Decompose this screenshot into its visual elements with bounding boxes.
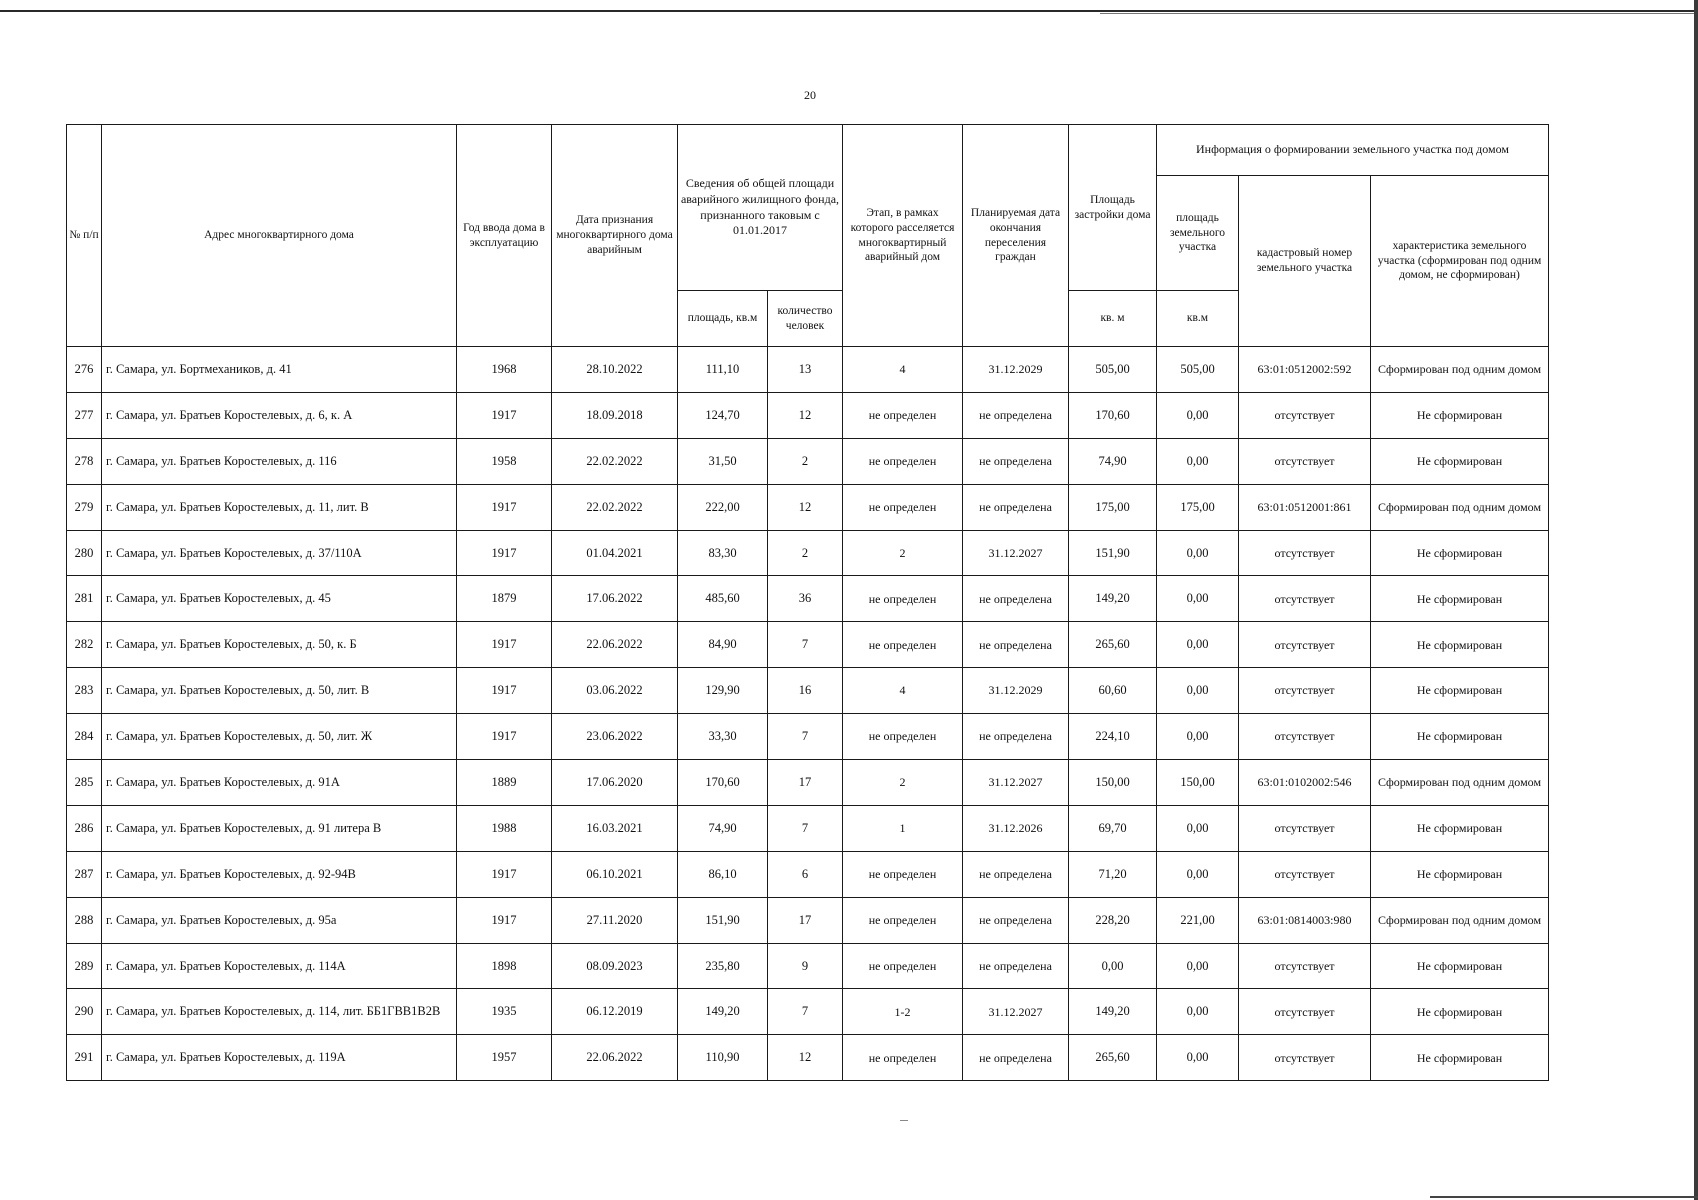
cell-land-area: 150,00 (1157, 760, 1239, 806)
cell-num: 284 (67, 714, 102, 760)
cell-address: г. Самара, ул. Братьев Коростелевых, д. 92-94В (102, 851, 457, 897)
cell-address: г. Самара, ул. Братьев Коростелевых, д. 37/110А (102, 530, 457, 576)
cell-num: 291 (67, 1035, 102, 1081)
cell-num: 278 (67, 438, 102, 484)
cell-stage: не определен (843, 897, 963, 943)
cell-people: 13 (768, 347, 843, 393)
cell-building-area: 265,60 (1069, 622, 1157, 668)
cell-stage: 2 (843, 530, 963, 576)
cell-planned: не определена (963, 484, 1069, 530)
header-num: № п/п (67, 125, 102, 347)
cell-address: г. Самара, ул. Братьев Коростелевых, д. 50, к. Б (102, 622, 457, 668)
cell-land-area: 0,00 (1157, 622, 1239, 668)
cell-building-area: 69,70 (1069, 805, 1157, 851)
cell-people: 12 (768, 392, 843, 438)
cell-stage: не определен (843, 1035, 963, 1081)
cell-area: 33,30 (678, 714, 768, 760)
cell-people: 6 (768, 851, 843, 897)
cell-area: 222,00 (678, 484, 768, 530)
header-land-area: площадь земельного участка (1157, 176, 1239, 291)
table-row (67, 805, 1549, 851)
cell-people: 16 (768, 668, 843, 714)
scan-right-edge (1694, 0, 1698, 1200)
cell-area: 129,90 (678, 668, 768, 714)
cell-planned: 31.12.2029 (963, 347, 1069, 393)
cell-cadastral: отсутствует (1239, 576, 1371, 622)
scan-top-border (0, 10, 1698, 12)
page-number: 20 (804, 88, 816, 102)
cell-planned: не определена (963, 622, 1069, 668)
cell-characteristic: Не сформирован (1371, 530, 1549, 576)
cell-stage: не определен (843, 484, 963, 530)
cell-year: 1917 (457, 484, 552, 530)
cell-stage: не определен (843, 438, 963, 484)
cell-stage: не определен (843, 943, 963, 989)
cell-people: 17 (768, 760, 843, 806)
cell-people: 7 (768, 714, 843, 760)
cell-people: 7 (768, 622, 843, 668)
header-year: Год ввода дома в эксплуатацию (457, 125, 552, 347)
table-row (67, 989, 1549, 1035)
cell-land-area: 0,00 (1157, 989, 1239, 1035)
cell-year: 1879 (457, 576, 552, 622)
cell-num: 289 (67, 943, 102, 989)
cell-area: 31,50 (678, 438, 768, 484)
cell-address: г. Самара, ул. Братьев Коростелевых, д. 91 литера В (102, 805, 457, 851)
cell-land-area: 175,00 (1157, 484, 1239, 530)
cell-num: 279 (67, 484, 102, 530)
cell-people: 2 (768, 530, 843, 576)
cell-area: 83,30 (678, 530, 768, 576)
cell-planned: не определена (963, 943, 1069, 989)
cell-num: 282 (67, 622, 102, 668)
scan-top-border-shadow (1100, 13, 1698, 14)
cell-planned: не определена (963, 576, 1069, 622)
cell-building-area: 149,20 (1069, 576, 1157, 622)
cell-area: 235,80 (678, 943, 768, 989)
cell-people: 12 (768, 484, 843, 530)
cell-land-area: 0,00 (1157, 576, 1239, 622)
cell-address: г. Самара, ул. Братьев Коростелевых, д. 95а (102, 897, 457, 943)
cell-characteristic: Сформирован под одним домом (1371, 347, 1549, 393)
cell-cadastral: отсутствует (1239, 622, 1371, 668)
table-row (67, 897, 1549, 943)
cell-date: 22.02.2022 (552, 438, 678, 484)
cell-stage: 4 (843, 668, 963, 714)
table-row (67, 347, 1549, 393)
cell-num: 287 (67, 851, 102, 897)
cell-characteristic: Не сформирован (1371, 851, 1549, 897)
cell-year: 1988 (457, 805, 552, 851)
table-row (67, 392, 1549, 438)
cell-date: 22.06.2022 (552, 1035, 678, 1081)
cell-planned: не определена (963, 438, 1069, 484)
header-address: Адрес многоквартирного дома (102, 125, 457, 347)
table-row (67, 714, 1549, 760)
cell-building-area: 505,00 (1069, 347, 1157, 393)
header-cadastral: кадастровый номер земельного участка (1239, 176, 1371, 347)
header-planned-date: Планируемая дата окончания переселения граждан (963, 125, 1069, 347)
cell-characteristic: Не сформирован (1371, 622, 1549, 668)
cell-cadastral: 63:01:0102002:546 (1239, 760, 1371, 806)
cell-date: 27.11.2020 (552, 897, 678, 943)
cell-date: 22.06.2022 (552, 622, 678, 668)
cell-year: 1917 (457, 897, 552, 943)
cell-num: 281 (67, 576, 102, 622)
table-row (67, 943, 1549, 989)
cell-planned: не определена (963, 714, 1069, 760)
header-area-group: Сведения об общей площади аварийного жилищного фонда, признанного таковым с 01.01.2017 (678, 125, 843, 291)
cell-area: 149,20 (678, 989, 768, 1035)
cell-building-area: 150,00 (1069, 760, 1157, 806)
cell-date: 17.06.2020 (552, 760, 678, 806)
header-land-area-unit: кв.м (1157, 291, 1239, 347)
cell-stage: 4 (843, 347, 963, 393)
cell-area: 110,90 (678, 1035, 768, 1081)
table-row (67, 530, 1549, 576)
cell-year: 1958 (457, 438, 552, 484)
cell-cadastral: 63:01:0512001:861 (1239, 484, 1371, 530)
cell-date: 23.06.2022 (552, 714, 678, 760)
cell-characteristic: Не сформирован (1371, 668, 1549, 714)
cell-year: 1957 (457, 1035, 552, 1081)
cell-year: 1917 (457, 622, 552, 668)
cell-building-area: 71,20 (1069, 851, 1157, 897)
cell-area: 151,90 (678, 897, 768, 943)
cell-address: г. Самара, ул. Братьев Коростелевых, д. 50, лит. В (102, 668, 457, 714)
cell-stage: не определен (843, 622, 963, 668)
cell-characteristic: Не сформирован (1371, 805, 1549, 851)
cell-num: 285 (67, 760, 102, 806)
cell-stage: не определен (843, 714, 963, 760)
cell-people: 7 (768, 989, 843, 1035)
cell-num: 276 (67, 347, 102, 393)
cell-area: 170,60 (678, 760, 768, 806)
header-stage: Этап, в рамках которого расселяется многоквартирный аварийный дом (843, 125, 963, 347)
cell-area: 84,90 (678, 622, 768, 668)
scan-speck (900, 1120, 908, 1121)
cell-land-area: 0,00 (1157, 805, 1239, 851)
cell-address: г. Самара, ул. Братьев Коростелевых, д. 6, к. А (102, 392, 457, 438)
cell-year: 1935 (457, 989, 552, 1035)
cell-stage: не определен (843, 576, 963, 622)
cell-people: 9 (768, 943, 843, 989)
cell-num: 286 (67, 805, 102, 851)
cell-stage: 1 (843, 805, 963, 851)
cell-cadastral: отсутствует (1239, 989, 1371, 1035)
cell-cadastral: 63:01:0512002:592 (1239, 347, 1371, 393)
cell-num: 290 (67, 989, 102, 1035)
cell-building-area: 0,00 (1069, 943, 1157, 989)
cell-characteristic: Не сформирован (1371, 438, 1549, 484)
cell-stage: не определен (843, 392, 963, 438)
cell-people: 7 (768, 805, 843, 851)
cell-num: 280 (67, 530, 102, 576)
cell-building-area: 149,20 (1069, 989, 1157, 1035)
cell-year: 1917 (457, 851, 552, 897)
cell-address: г. Самара, ул. Братьев Коростелевых, д. 11, лит. В (102, 484, 457, 530)
cell-num: 283 (67, 668, 102, 714)
cell-year: 1917 (457, 668, 552, 714)
cell-area: 485,60 (678, 576, 768, 622)
header-characteristic: характеристика земельного участка (сформирован под одним домом, не сформирован) (1371, 176, 1549, 347)
cell-area: 74,90 (678, 805, 768, 851)
cell-planned: 31.12.2026 (963, 805, 1069, 851)
table-row (67, 622, 1549, 668)
cell-land-area: 0,00 (1157, 851, 1239, 897)
cell-people: 12 (768, 1035, 843, 1081)
cell-date: 28.10.2022 (552, 347, 678, 393)
cell-cadastral: отсутствует (1239, 392, 1371, 438)
cell-year: 1917 (457, 530, 552, 576)
cell-address: г. Самара, ул. Братьев Коростелевых, д. 45 (102, 576, 457, 622)
cell-num: 277 (67, 392, 102, 438)
cell-address: г. Самара, ул. Братьев Коростелевых, д. 114, лит. ББ1ГВВ1В2В (102, 989, 457, 1035)
cell-characteristic: Не сформирован (1371, 1035, 1549, 1081)
cell-building-area: 170,60 (1069, 392, 1157, 438)
cell-building-area: 228,20 (1069, 897, 1157, 943)
scan-bottom-edge (1430, 1196, 1698, 1198)
cell-land-area: 0,00 (1157, 714, 1239, 760)
cell-cadastral: отсутствует (1239, 668, 1371, 714)
cell-building-area: 175,00 (1069, 484, 1157, 530)
cell-building-area: 74,90 (1069, 438, 1157, 484)
cell-planned: 31.12.2027 (963, 530, 1069, 576)
table-row (67, 668, 1549, 714)
cell-planned: 31.12.2027 (963, 760, 1069, 806)
table-row (67, 851, 1549, 897)
cell-people: 36 (768, 576, 843, 622)
cell-cadastral: отсутствует (1239, 714, 1371, 760)
cell-characteristic: Не сформирован (1371, 714, 1549, 760)
cell-land-area: 0,00 (1157, 1035, 1239, 1081)
table-row (67, 760, 1549, 806)
cell-cadastral: отсутствует (1239, 851, 1371, 897)
cell-characteristic: Не сформирован (1371, 943, 1549, 989)
cell-area: 111,10 (678, 347, 768, 393)
cell-date: 08.09.2023 (552, 943, 678, 989)
cell-address: г. Самара, ул. Бортмехаников, д. 41 (102, 347, 457, 393)
cell-planned: не определена (963, 897, 1069, 943)
cell-address: г. Самара, ул. Братьев Коростелевых, д. 114А (102, 943, 457, 989)
table-row (67, 484, 1549, 530)
cell-date: 06.10.2021 (552, 851, 678, 897)
cell-date: 22.02.2022 (552, 484, 678, 530)
cell-characteristic: Не сформирован (1371, 576, 1549, 622)
cell-planned: 31.12.2027 (963, 989, 1069, 1035)
emergency-housing-table (66, 124, 1549, 1081)
table-row (67, 576, 1549, 622)
cell-address: г. Самара, ул. Братьев Коростелевых, д. 116 (102, 438, 457, 484)
header-area-sqm: площадь, кв.м (678, 291, 768, 347)
cell-planned: не определена (963, 851, 1069, 897)
cell-address: г. Самара, ул. Братьев Коростелевых, д. 91А (102, 760, 457, 806)
cell-characteristic: Не сформирован (1371, 989, 1549, 1035)
cell-planned: 31.12.2029 (963, 668, 1069, 714)
cell-characteristic: Сформирован под одним домом (1371, 484, 1549, 530)
cell-stage: 2 (843, 760, 963, 806)
cell-date: 16.03.2021 (552, 805, 678, 851)
cell-people: 17 (768, 897, 843, 943)
header-land-group: Информация о формировании земельного участка под домом (1157, 125, 1549, 176)
table-row (67, 1035, 1549, 1081)
cell-land-area: 0,00 (1157, 530, 1239, 576)
cell-year: 1968 (457, 347, 552, 393)
cell-land-area: 0,00 (1157, 438, 1239, 484)
cell-characteristic: Не сформирован (1371, 392, 1549, 438)
cell-year: 1889 (457, 760, 552, 806)
cell-building-area: 265,60 (1069, 1035, 1157, 1081)
cell-date: 17.06.2022 (552, 576, 678, 622)
cell-building-area: 151,90 (1069, 530, 1157, 576)
cell-land-area: 221,00 (1157, 897, 1239, 943)
cell-people: 2 (768, 438, 843, 484)
cell-land-area: 0,00 (1157, 668, 1239, 714)
cell-cadastral: отсутствует (1239, 805, 1371, 851)
cell-land-area: 505,00 (1157, 347, 1239, 393)
cell-year: 1917 (457, 392, 552, 438)
cell-area: 124,70 (678, 392, 768, 438)
cell-cadastral: отсутствует (1239, 530, 1371, 576)
table-body (67, 347, 1549, 1081)
cell-land-area: 0,00 (1157, 943, 1239, 989)
cell-stage: не определен (843, 851, 963, 897)
cell-planned: не определена (963, 392, 1069, 438)
cell-date: 18.09.2018 (552, 392, 678, 438)
cell-year: 1898 (457, 943, 552, 989)
cell-address: г. Самара, ул. Братьев Коростелевых, д. 50, лит. Ж (102, 714, 457, 760)
cell-date: 06.12.2019 (552, 989, 678, 1035)
cell-characteristic: Сформирован под одним домом (1371, 897, 1549, 943)
cell-area: 86,10 (678, 851, 768, 897)
cell-year: 1917 (457, 714, 552, 760)
cell-cadastral: 63:01:0814003:980 (1239, 897, 1371, 943)
cell-address: г. Самара, ул. Братьев Коростелевых, д. 119А (102, 1035, 457, 1081)
header-building-area-unit: кв. м (1069, 291, 1157, 347)
cell-stage: 1-2 (843, 989, 963, 1035)
cell-cadastral: отсутствует (1239, 943, 1371, 989)
cell-date: 03.06.2022 (552, 668, 678, 714)
header-date-recognized: Дата признания многоквартирного дома аварийным (552, 125, 678, 347)
cell-building-area: 60,60 (1069, 668, 1157, 714)
cell-date: 01.04.2021 (552, 530, 678, 576)
header-people-count: количество человек (768, 291, 843, 347)
cell-cadastral: отсутствует (1239, 1035, 1371, 1081)
cell-num: 288 (67, 897, 102, 943)
cell-land-area: 0,00 (1157, 392, 1239, 438)
cell-planned: не определена (963, 1035, 1069, 1081)
cell-characteristic: Сформирован под одним домом (1371, 760, 1549, 806)
cell-building-area: 224,10 (1069, 714, 1157, 760)
cell-cadastral: отсутствует (1239, 438, 1371, 484)
table-row (67, 438, 1549, 484)
header-building-area: Площадь застройки дома (1069, 125, 1157, 291)
